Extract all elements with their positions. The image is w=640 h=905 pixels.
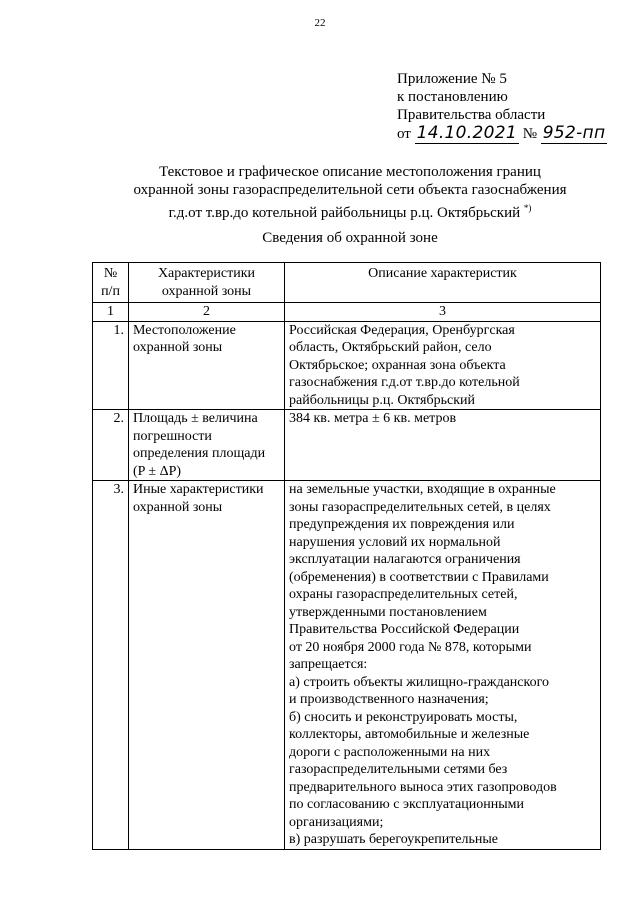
appendix-line-3: Правительства области (397, 107, 546, 123)
column-number: 2 (129, 303, 285, 322)
row-description: на земельные участки, входящие в охранные зоны газораспределительных сетей, в целях предупреждения их повреждения или нарушения условий их нормальной эксплуатации налагаются ограничения (обременения) в соответствии с Правилами охраны газораспределительных сетей, утвержденными постановлением Правительства Российской Федерации от 20 ноября 2000 года № 878, которыми запрещается: а) строить объекты жилищно-гражданского и производственного назначения; б) сносить и реконструировать мосты, коллекторы, автомобильные и железные дороги с расположенными на них газораспределительными сетями без предварительного выноса этих газопроводов по согласованию с эксплуатационными организациями; в) разрушать берегоукрепительные (285, 481, 601, 850)
table-row (93, 410, 601, 481)
handwritten-number: 952-пп (542, 123, 606, 143)
table-header-row (93, 263, 601, 303)
title-line-1: Текстовое и графическое описание местоположения границ (159, 164, 541, 180)
row-number: 1. (93, 321, 129, 410)
table-row (93, 321, 601, 410)
header-description: Описание характеристик (285, 263, 601, 303)
column-number-row (93, 303, 601, 322)
header-characteristic: Характеристики охранной зоны (129, 263, 285, 303)
title-line-2: охранной зоны газораспределительной сети объекта газоснабжения (133, 182, 567, 198)
appendix-date-line (397, 124, 627, 143)
number-prefix: № (522, 126, 538, 142)
title-line-3-text: г.д.от т.вр.до котельной райбольницы р.ц. Октябрьский (168, 205, 521, 221)
handwritten-date: 14.10.2021 (416, 123, 517, 143)
appendix-line-2: к постановлению (397, 89, 508, 105)
row-description: Российская Федерация, Оренбургская область, Октябрьский район, село Октябрьское; охранная зона объекта газоснабжения г.д.от т.вр.до котельной райбольницы р.ц. Октябрьский (285, 321, 601, 410)
footnote-mark: *) (523, 203, 532, 213)
title-line-3 (60, 199, 640, 222)
section-subtitle: Сведения об охранной зоне (262, 230, 438, 246)
table-row (93, 481, 601, 850)
row-description: 384 кв. метра ± 6 кв. метров (285, 410, 601, 481)
row-characteristic: Местоположение охранной зоны (129, 321, 285, 410)
column-number: 1 (93, 303, 129, 322)
row-number: 2. (93, 410, 129, 481)
row-number: 3. (93, 481, 129, 850)
appendix-line-1: Приложение № 5 (397, 71, 507, 87)
page-number: 22 (314, 17, 326, 29)
zone-info-table (92, 262, 601, 850)
row-characteristic: Иные характеристики охранной зоны (129, 481, 285, 850)
date-prefix: от (397, 126, 411, 142)
row-characteristic: Площадь ± величина погрешности определения площади (P ± ΔP) (129, 410, 285, 481)
appendix-block (397, 70, 627, 143)
column-number: 3 (285, 303, 601, 322)
header-number: № п/п (93, 263, 129, 303)
document-title (60, 163, 640, 222)
